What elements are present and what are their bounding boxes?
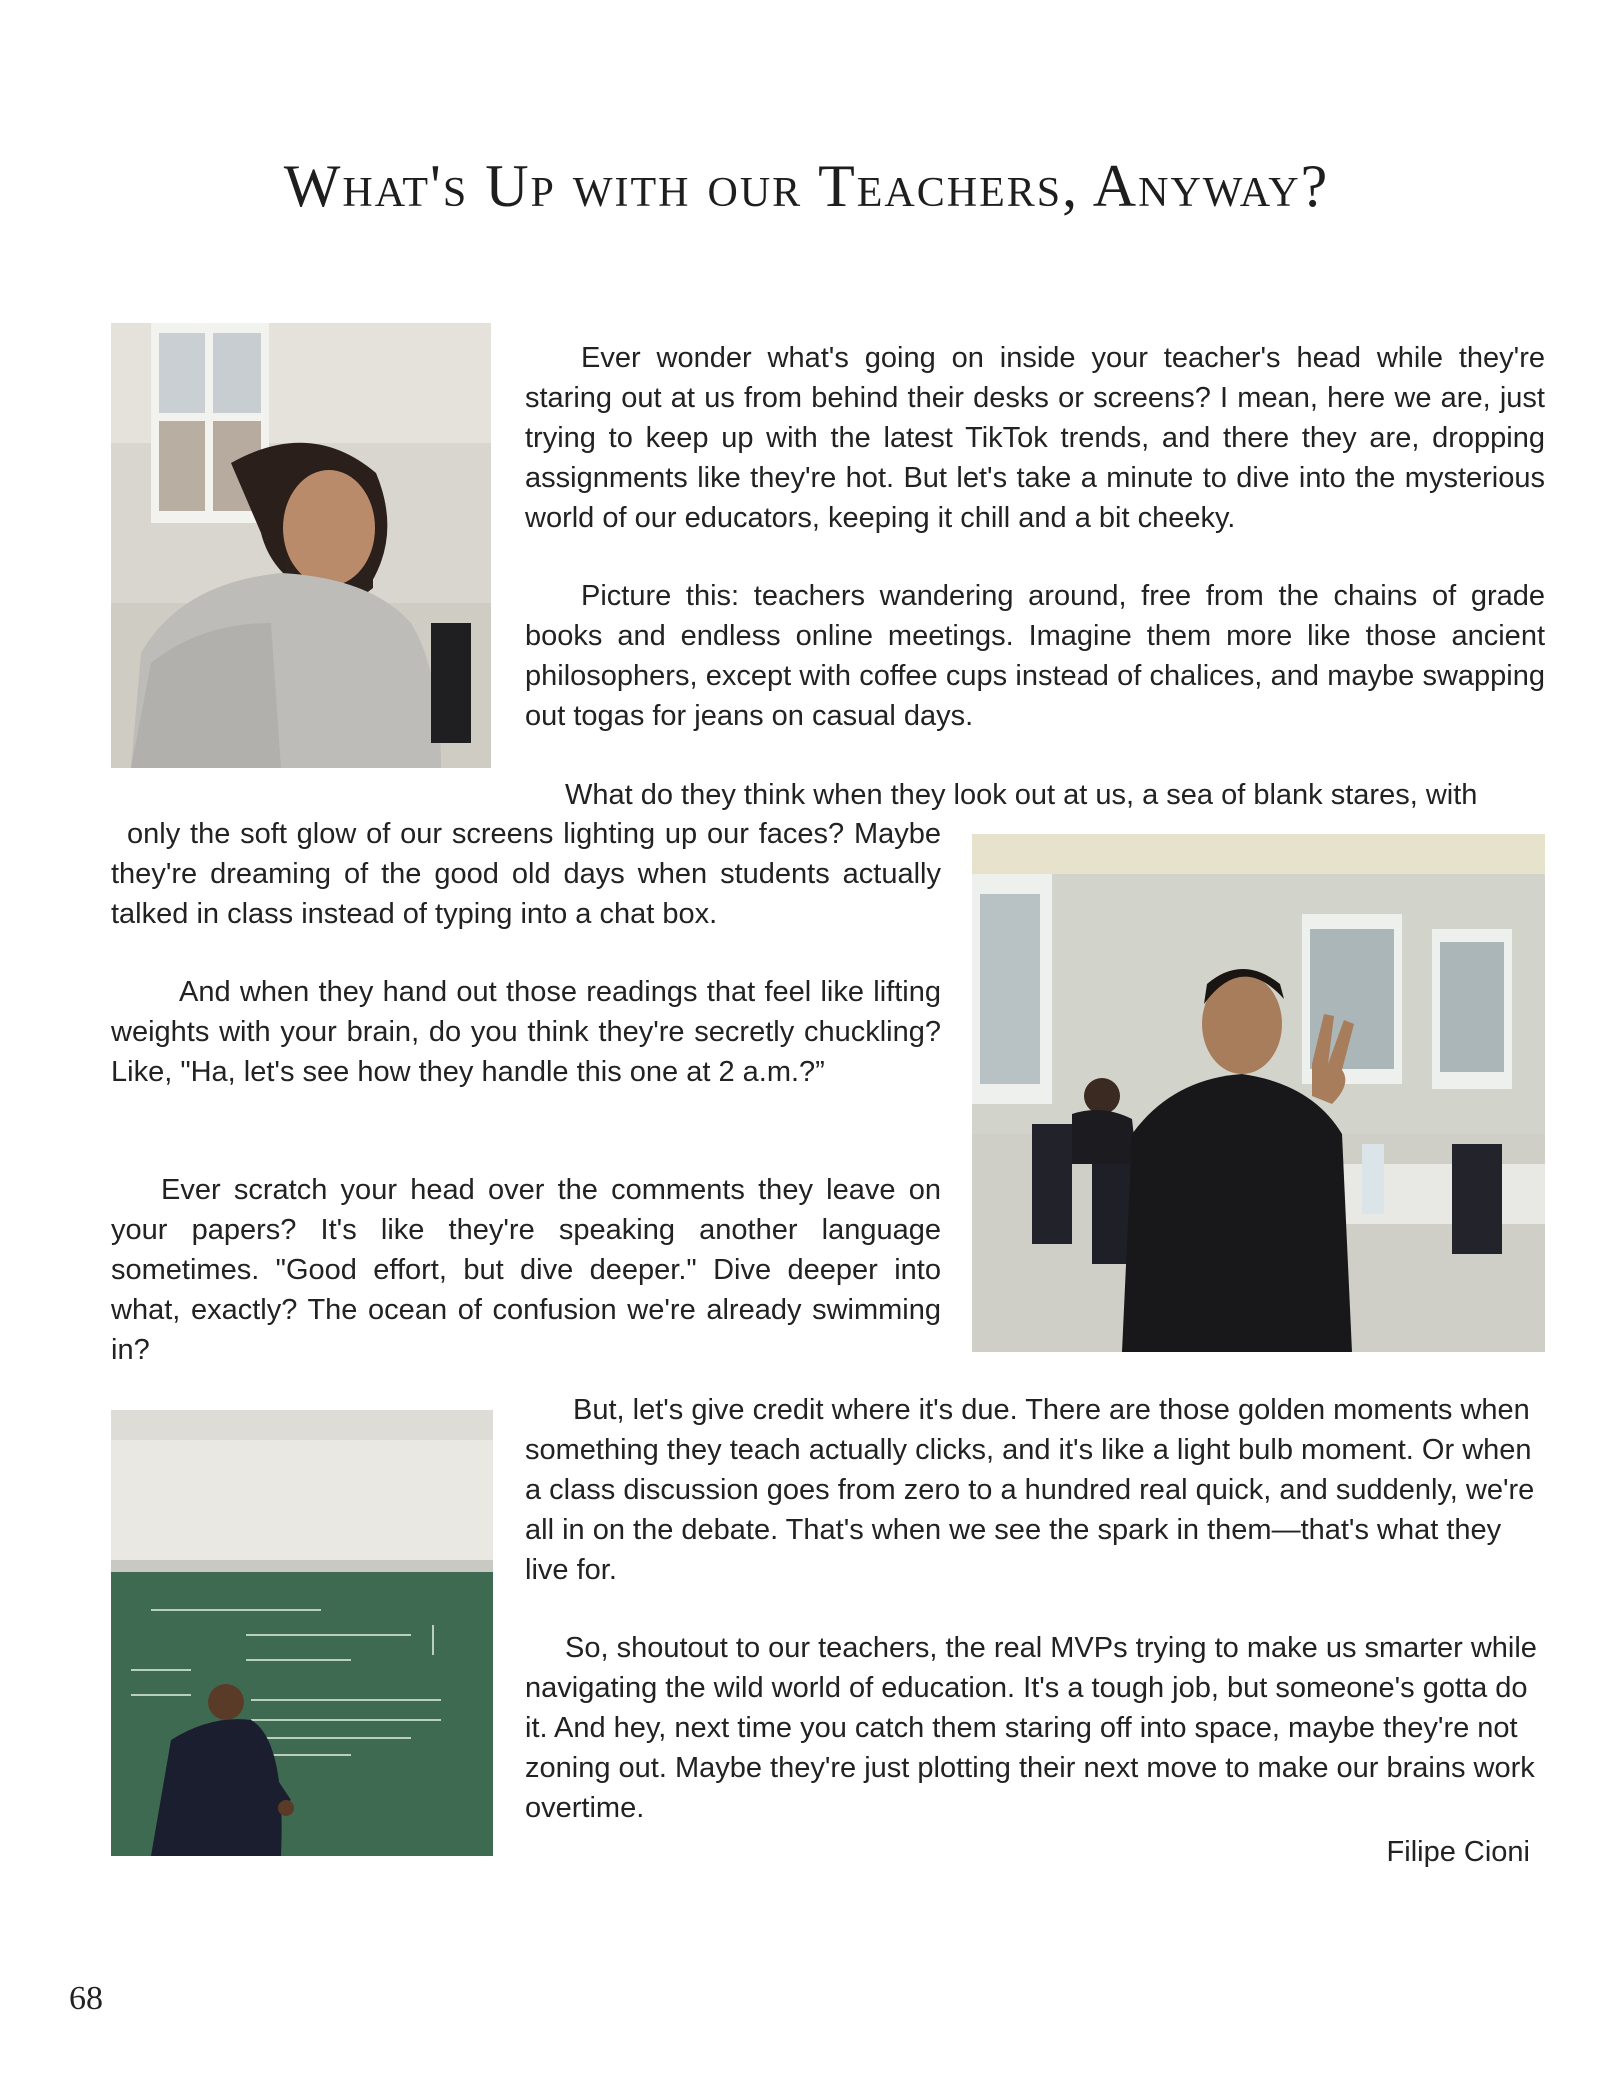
paragraph-5: Ever scratch your head over the comments they leave on your papers? It's like they're speaking another language sometimes. "Good effort, but dive deeper." Dive deeper into what, exactly? The ocean of confusion we're already swimming in?: [111, 1174, 941, 1366]
author-byline: Filipe Cioni: [1386, 1836, 1530, 1868]
photo-student-sweatshirt-image: [111, 323, 491, 768]
photo-classroom-image: [972, 834, 1545, 1352]
paragraph-3-continued: only the soft glow of our screens lighting up our faces? Maybe they're dreaming of the good old days when students actually talked in class instead of typing into a chat box.: [111, 818, 941, 930]
paragraph-1: Ever wonder what's going on inside your teacher's head while they're staring out at us from behind their desks or screens? I mean, here we are, just trying to keep up with the latest TikTok trends, and there they are, dropping assignments like they're hot. But let's take a minute to dive into the mysterious world of our educators, keeping it chill and a bit cheeky.: [525, 342, 1545, 534]
photo-chalkboard-lecture-image: [111, 1410, 493, 1856]
paragraph-4: And when they hand out those readings that feel like lifting weights with your brain, do you think they're secretly chuckling? Like, "Ha, let's see how they handle this one at 2 a.m.?”: [111, 976, 941, 1088]
paragraph-2: Picture this: teachers wandering around, free from the chains of grade books and endless online meetings. Imagine them more like those ancient philosophers, except with coffee cups instead of chalices, and maybe swapping out togas for jeans on casual days.: [525, 580, 1545, 732]
page-number: 68: [69, 1980, 103, 2017]
paragraph-3-first-line: What do they think when they look out at us, a sea of blank stares, with: [565, 779, 1478, 811]
photo-classroom: [972, 834, 1545, 1352]
paragraph-7: So, shoutout to our teachers, the real MVPs trying to make us smarter while navigating the wild world of education. It's a tough job, but someone's gotta do it. And hey, next time you catch them staring off into space, maybe they're not zoning out. Maybe they're just plotting their next move to make our brains work overtime.: [525, 1632, 1537, 1824]
photo-chalkboard-lecture: [111, 1410, 493, 1856]
article-title: What's Up with our Teachers, Anyway?: [283, 153, 1330, 219]
photo-student-sweatshirt: [111, 323, 491, 768]
paragraph-6: But, let's give credit where it's due. There are those golden moments when something they teach actually clicks, and it's like a light bulb moment. Or when a class discussion goes from zero to a hundred real quick, and suddenly, we're all in on the debate. That's when we see the spark in them—that's what they live for.: [525, 1394, 1535, 1586]
